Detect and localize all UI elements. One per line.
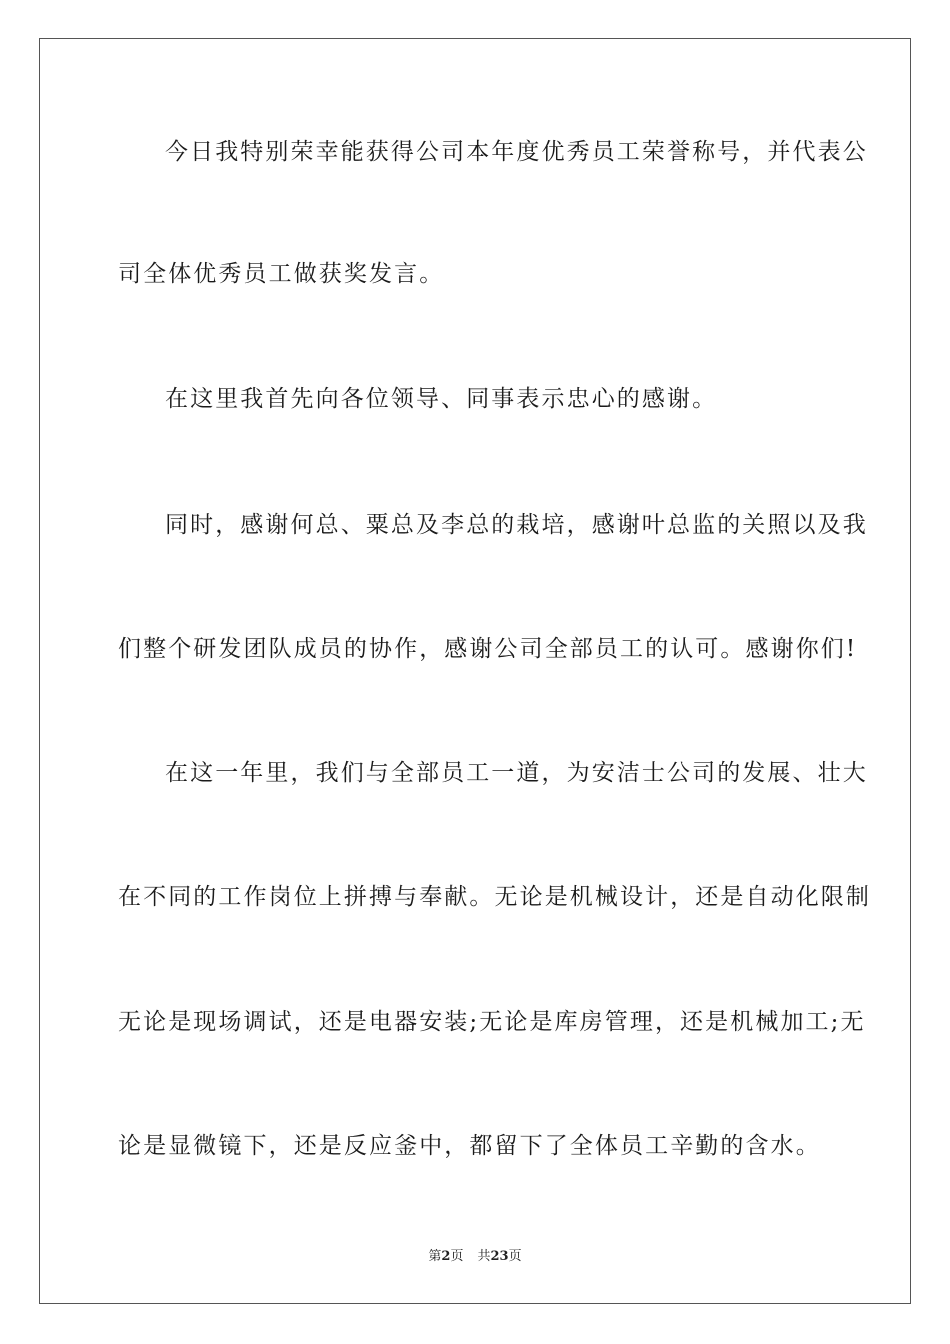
page-suffix: 页 xyxy=(450,1249,464,1264)
total-prefix: 共 xyxy=(477,1249,491,1264)
page-total: 23 xyxy=(490,1249,509,1264)
text-line-3: 在这里我首先向各位领导、同事表示忠心的感谢。 xyxy=(165,386,718,412)
text-line-6: 在这一年里，我们与全部员工一道，为安洁士公司的发展、壮大 xyxy=(165,760,868,786)
page-border xyxy=(39,38,911,1304)
text-line-7: 在不同的工作岗位上拼搏与奉献。无论是机械设计，还是自动化限制 xyxy=(118,884,871,910)
total-suffix: 页 xyxy=(508,1249,522,1264)
text-line-4: 同时，感谢何总、粟总及李总的栽培，感谢叶总监的关照以及我 xyxy=(165,512,868,538)
text-line-5: 们整个研发团队成员的协作，感谢公司全部员工的认可。感谢你们! xyxy=(118,636,858,662)
page-footer xyxy=(0,1248,950,1266)
text-line-1: 今日我特别荣幸能获得公司本年度优秀员工荣誉称号，并代表公 xyxy=(165,139,868,165)
text-line-2: 司全体优秀员工做获奖发言。 xyxy=(118,261,445,287)
page-current: 2 xyxy=(441,1249,451,1264)
text-line-8: 无论是现场调试，还是电器安装;无论是库房管理，还是机械加工;无 xyxy=(118,1009,866,1035)
text-line-9: 论是显微镜下，还是反应釜中，都留下了全体员工辛勤的含水。 xyxy=(118,1133,821,1159)
page-prefix: 第 xyxy=(428,1249,442,1264)
